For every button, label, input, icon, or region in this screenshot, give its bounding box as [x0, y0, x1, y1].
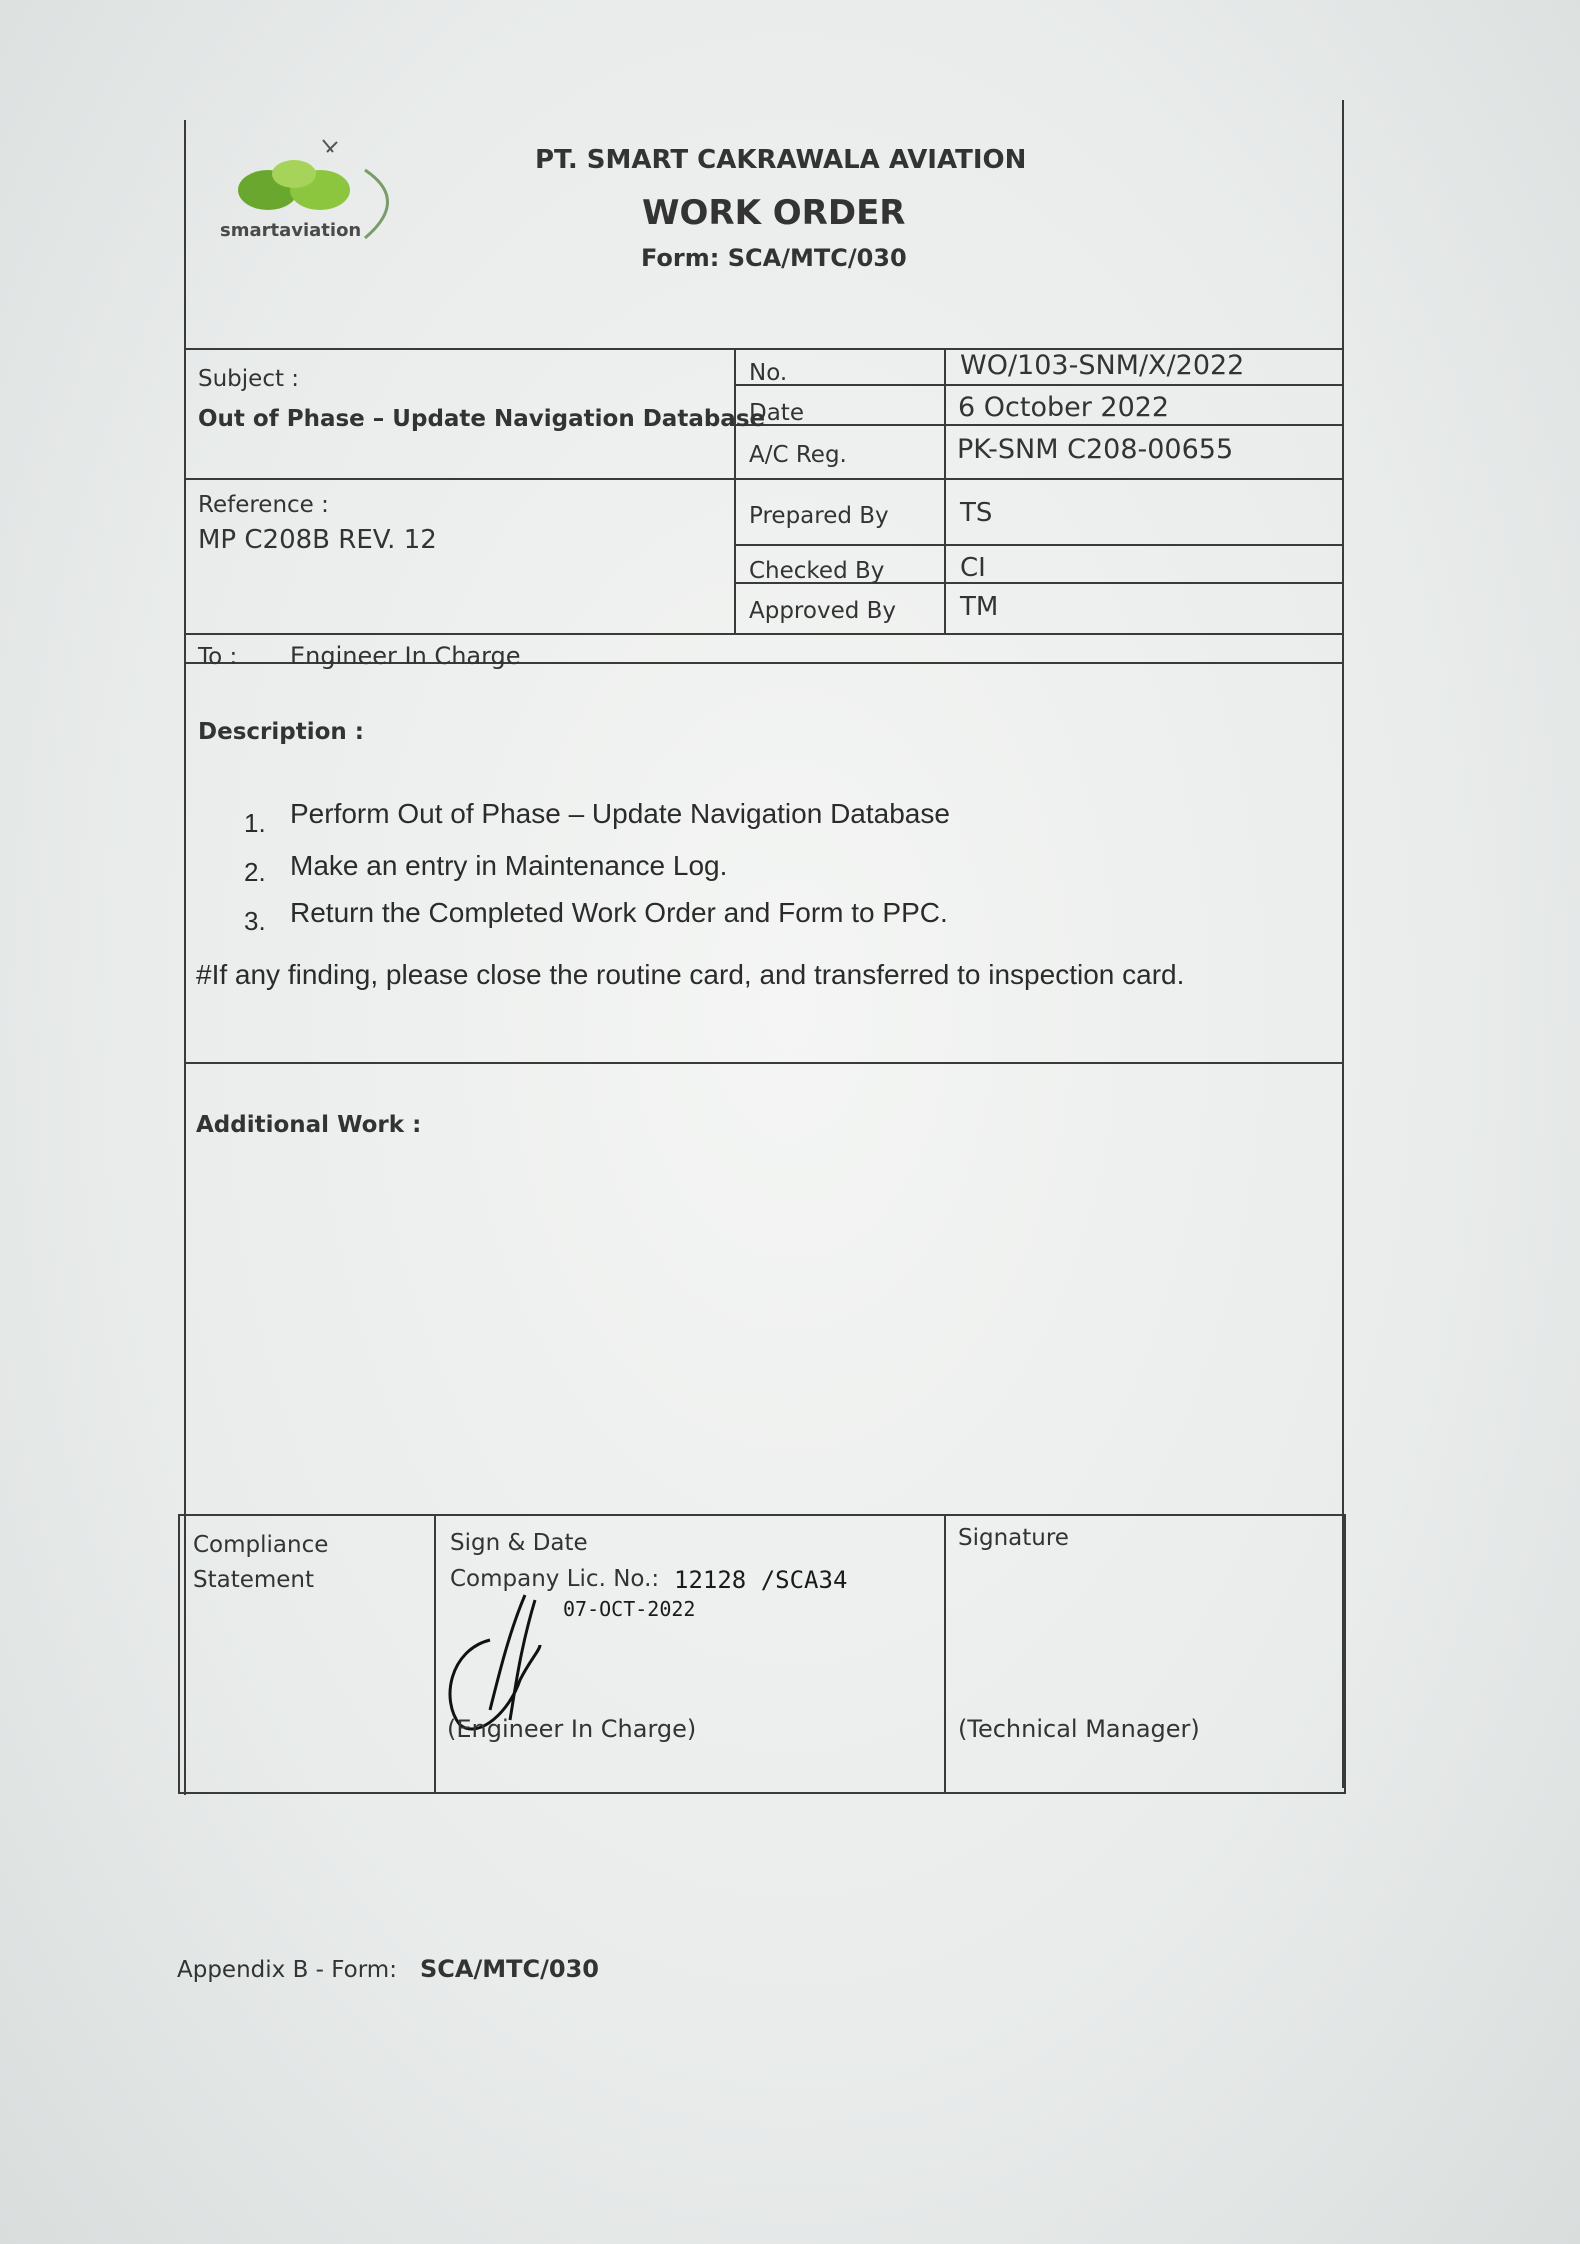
compliance-col-line-1	[434, 1514, 436, 1794]
reference-bottom-line	[185, 633, 1343, 635]
date-label: Date	[749, 400, 804, 426]
subject-label: Subject :	[198, 366, 300, 392]
info-col-line-1	[734, 348, 736, 634]
description-label: Description :	[198, 719, 364, 745]
form-code: Form: SCA/MTC/030	[641, 244, 907, 272]
acreg-value: PK-SNM C208-00655	[957, 434, 1234, 465]
document-title: WORK ORDER	[642, 193, 906, 233]
approved-label: Approved By	[749, 598, 897, 624]
company-lic-handwritten: 12128 /SCA34	[674, 1566, 848, 1594]
prepared-value: TS	[960, 498, 993, 528]
row-line-3	[735, 544, 1343, 546]
compliance-bottom-line	[178, 1792, 1346, 1794]
compliance-top-line	[178, 1514, 1344, 1516]
to-value: Engineer In Charge	[290, 642, 521, 670]
compliance-label-line2: Statement	[193, 1567, 315, 1593]
footer-form-code: SCA/MTC/030	[420, 1955, 599, 1983]
list-item-number: 1.	[244, 808, 266, 838]
sign-date-label: Sign & Date	[450, 1530, 588, 1556]
compliance-right-line	[1344, 1514, 1346, 1794]
finding-note: #If any finding, please close the routine card, and transferred to inspection card.	[196, 959, 1185, 990]
engineer-in-charge-label: (Engineer In Charge)	[447, 1715, 697, 1743]
smart-aviation-logo	[215, 130, 405, 250]
to-label: To :	[198, 644, 238, 670]
compliance-left-line	[178, 1514, 180, 1794]
list-item: Make an entry in Maintenance Log.	[290, 850, 728, 881]
compliance-label-line1: Compliance	[193, 1532, 329, 1558]
checked-label: Checked By	[749, 558, 885, 584]
checked-value: CI	[960, 553, 986, 583]
no-label: No.	[749, 360, 788, 386]
logo-text: smartaviation	[220, 220, 362, 241]
description-bottom-line	[184, 1062, 1343, 1064]
list-item: Perform Out of Phase – Update Navigation Database	[290, 798, 950, 829]
company-lic-label: Company Lic. No.:	[450, 1566, 660, 1592]
list-item-number: 3.	[244, 906, 266, 936]
list-item: Return the Completed Work Order and Form to PPC.	[290, 897, 948, 928]
technical-manager-label: (Technical Manager)	[958, 1715, 1200, 1743]
footer-appendix: Appendix B - Form:	[177, 1957, 397, 1983]
company-name: PT. SMART CAKRAWALA AVIATION	[535, 145, 1027, 175]
reference-label: Reference :	[198, 492, 329, 518]
acreg-label: A/C Reg.	[749, 442, 847, 468]
subject-value: Out of Phase – Update Navigation Database	[198, 406, 766, 432]
row-line-2	[735, 424, 1343, 426]
signature-label: Signature	[958, 1525, 1069, 1551]
info-col-line-2	[944, 348, 946, 634]
reference-value: MP C208B REV. 12	[198, 525, 437, 555]
approved-value: TM	[960, 592, 999, 622]
list-item-number: 2.	[244, 857, 266, 887]
subject-bottom-line	[185, 478, 1343, 480]
date-value: 6 October 2022	[958, 392, 1170, 423]
prepared-label: Prepared By	[749, 503, 889, 529]
date-handwritten: 07-OCT-2022	[563, 1597, 696, 1621]
additional-work-label: Additional Work :	[196, 1112, 422, 1138]
row-line-1	[735, 384, 1343, 386]
left-border	[184, 120, 186, 1795]
no-value: WO/103-SNM/X/2022	[960, 350, 1245, 381]
compliance-col-line-2	[944, 1514, 946, 1794]
